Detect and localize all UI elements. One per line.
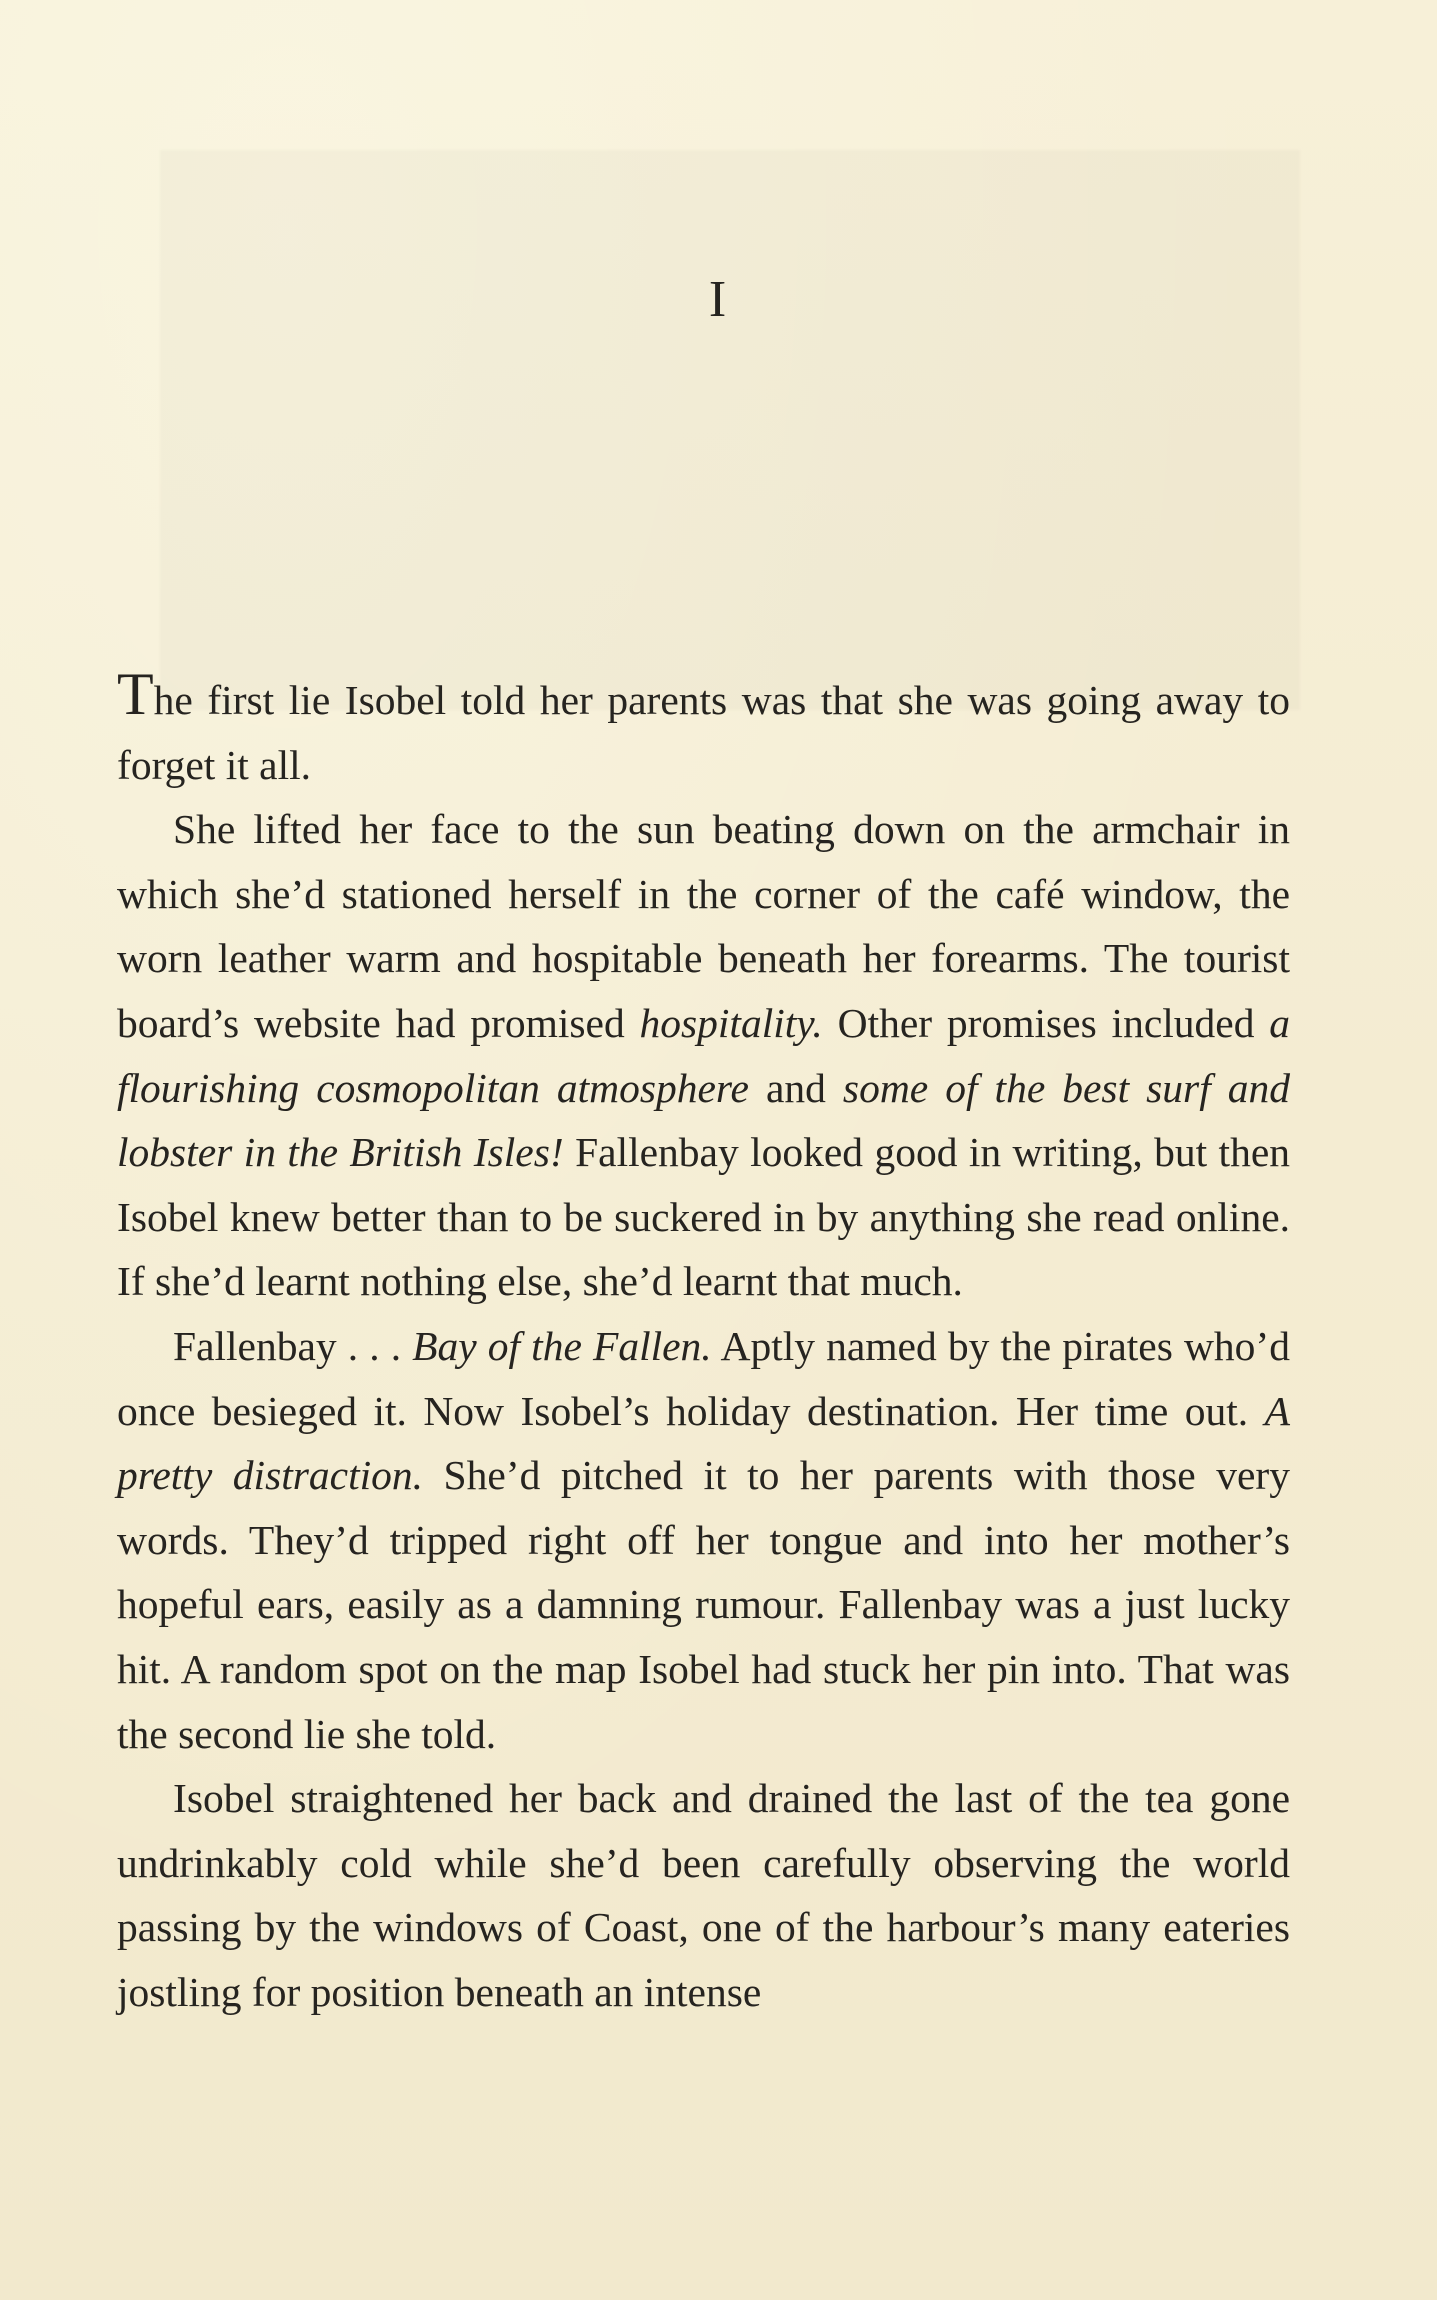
show-through-text (160, 150, 1300, 710)
text-run: Fallenbay looked good in writing, but then Isobel knew better than to be suckered in by anything she read online. If she’d learnt nothing else, she’d learnt that much. (117, 1129, 1290, 1305)
text-run: Aptly named by the pirates who’d once besieged it. Now Isobel’s holiday destination. Her time out. (117, 1322, 1290, 1434)
paragraph (117, 661, 1290, 797)
italic-phrase: Bay of the Fallen. (412, 1322, 712, 1369)
italic-phrase: A pretty distraction. (117, 1387, 1290, 1499)
italic-phrase: hospitality. (639, 999, 823, 1046)
paragraph (117, 1314, 1290, 1766)
text-run: Isobel straightened her back and drained the last of the tea gone undrinkably cold while she’d been carefully observing the world passing by the windows of Coast, one of the harbour’s many eateries jostling for position beneath an intense (117, 1775, 1290, 2015)
drop-cap: T (117, 661, 154, 727)
paragraph (117, 797, 1290, 1314)
paragraph (117, 1766, 1290, 2024)
body-text (117, 661, 1290, 2024)
text-run: She’d pitched it to her parents with those very words. They’d tripped right off her tongue and into her mother’s hopeful ears, easily as a damning rumour. Fallenbay was a just lucky hit. A random spot on the map Isobel had stuck her pin into. That was the second lie she told. (117, 1452, 1290, 1757)
italic-phrase: some of the best surf and lobster in the British Isles! (117, 1064, 1290, 1176)
text-run: and (748, 1064, 843, 1111)
chapter-number: I (708, 271, 729, 328)
text-run: Other promises included (822, 999, 1270, 1046)
text-run: Fallenbay . . . (173, 1322, 413, 1369)
text-run: he first lie Isobel told her parents was that she was going away to forget it all. (117, 677, 1290, 788)
italic-phrase: a flourishing cosmopolitan atmosphere (117, 999, 1290, 1111)
text-run: She lifted her face to the sun beating down on the armchair in which she’d stationed herself in the corner of the café window, the worn leather warm and hospitable beneath her forearms. The tourist board’s website had promised (117, 806, 1290, 1046)
